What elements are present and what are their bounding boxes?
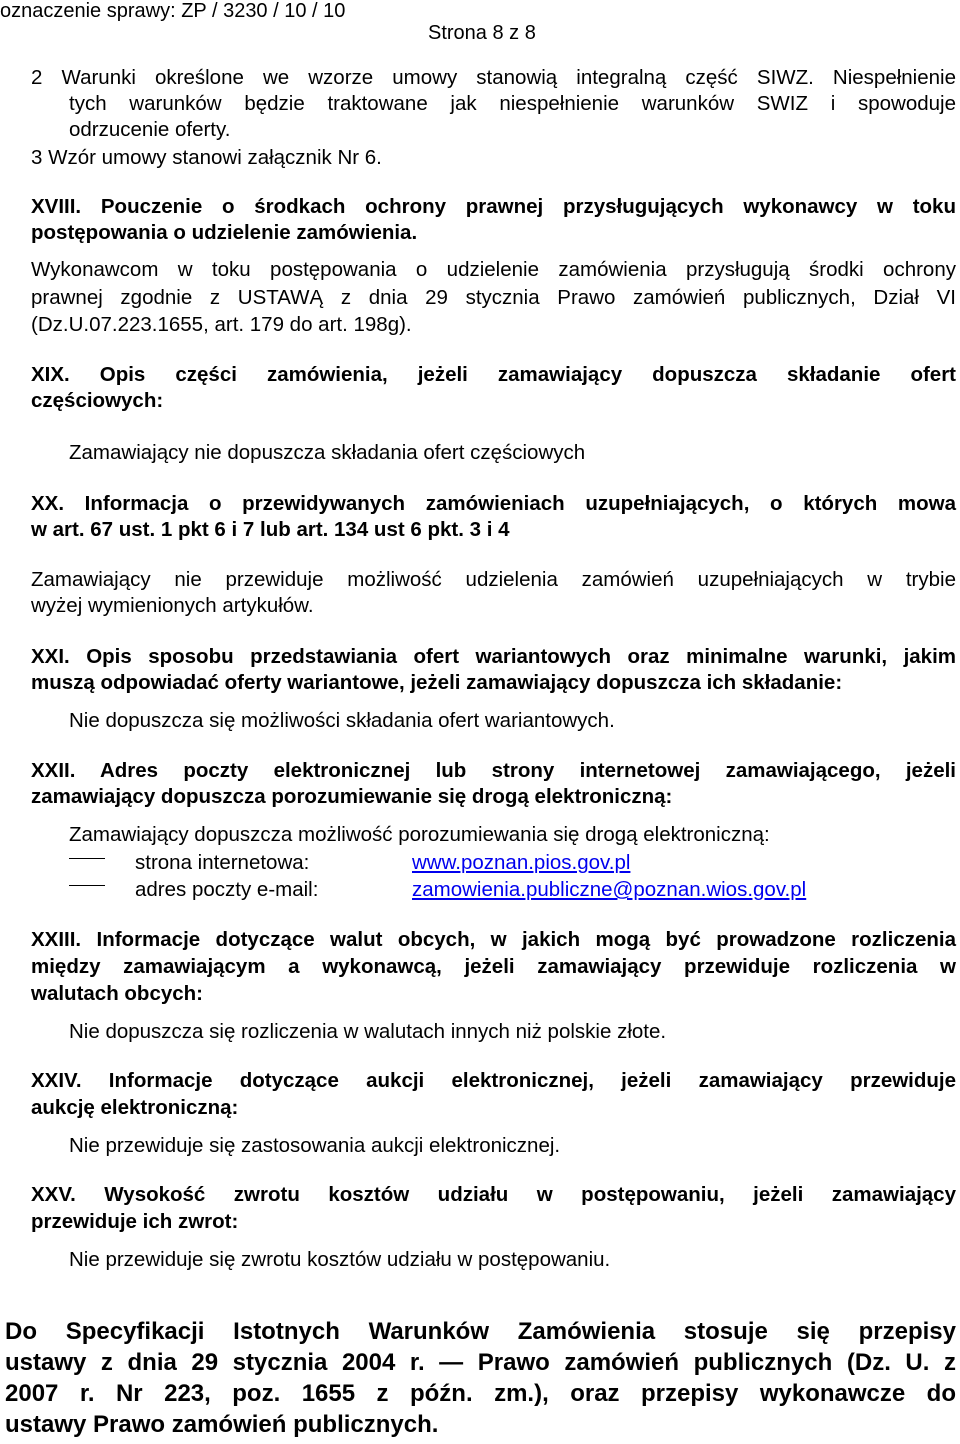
section-xx-body-line-1: Zamawiający nie przewiduje możliwość udzielenia zamówień uzupełniających w trybie: [31, 568, 956, 591]
section-xx-body-line-2: wyżej wymienionych artykułów.: [31, 594, 314, 617]
email-link[interactable]: zamowienia.publiczne@poznan.wios.gov.pl: [412, 878, 807, 901]
website-row: [69, 850, 105, 876]
closing-line-1: Do Specyfikacji Istotnych Warunków Zamówienia stosuje się przepisy: [5, 1318, 956, 1345]
section-xxv-body: Nie przewiduje się zwrotu kosztów udziału w postępowaniu.: [69, 1248, 611, 1271]
section-xxi-body: Nie dopuszcza się możliwości składania ofert wariantowych.: [69, 709, 615, 732]
section-xxiv-body: Nie przewiduje się zastosowania aukcji elektronicznej.: [69, 1134, 561, 1157]
item-2-line-1: 2 Warunki określone we wzorze umowy stanowią integralną część SIWZ. Niespełnienie: [31, 66, 956, 89]
section-xviii-body-line-3: (Dz.U.07.223.1655, art. 179 do art. 198g).: [31, 313, 412, 336]
section-xxi-heading-line-2: muszą odpowiadać oferty wariantowe, jeżeli zamawiający dopuszcza ich składanie:: [31, 671, 843, 694]
section-xxv-heading-line-2: przewiduje ich zwrot:: [31, 1210, 239, 1233]
section-xviii-body-line-2: prawnej zgodnie z USTAWĄ z dnia 29 stycznia Prawo zamówień publicznych, Dział VI: [31, 286, 956, 309]
section-xxv-heading-line-1: XXV. Wysokość zwrotu kosztów udziału w postępowaniu, jeżeli zamawiający: [31, 1183, 956, 1206]
case-reference: oznaczenie sprawy: ZP / 3230 / 10 / 10: [0, 0, 346, 22]
section-xviii-heading-line-1: XVIII. Pouczenie o środkach ochrony prawnej przysługujących wykonawcy w toku: [31, 195, 956, 218]
item-3: 3 Wzór umowy stanowi załącznik Nr 6.: [31, 146, 382, 169]
section-xxiii-heading-line-1: XXIII. Informacje dotyczące walut obcych, w jakich mogą być prowadzone rozliczenia: [31, 928, 956, 951]
section-xxiv-heading-line-1: XXIV. Informacje dotyczące aukcji elektronicznej, jeżeli zamawiający przewiduje: [31, 1069, 956, 1092]
section-xxiii-heading-line-3: walutach obcych:: [31, 982, 204, 1005]
section-xxii-body: Zamawiający dopuszcza możliwość porozumiewania się drogą elektroniczną:: [69, 823, 770, 846]
item-2-line-2: tych warunków będzie traktowane jak niespełnienie warunków SWIZ i spowoduje: [69, 92, 956, 115]
section-xviii-body-line-1: Wykonawcom w toku postępowania o udzielenie zamówienia przysługują środki ochrony: [31, 258, 956, 281]
section-xviii-heading-line-2: postępowania o udzielenie zamówienia.: [31, 221, 418, 244]
dash-bullet: [69, 858, 105, 859]
closing-line-3: 2007 r. Nr 223, poz. 1655 z późn. zm.), oraz przepisy wykonawcze do: [5, 1380, 956, 1407]
website-label: strona internetowa:: [135, 851, 310, 874]
section-xxii-heading-line-1: XXII. Adres poczty elektronicznej lub strony internetowej zamawiającego, jeżeli: [31, 759, 956, 782]
section-xix-heading-line-2: częściowych:: [31, 389, 164, 412]
section-xxi-heading-line-1: XXI. Opis sposobu przedstawiania ofert wariantowych oraz minimalne warunki, jakim: [31, 645, 956, 668]
email-row: [69, 877, 105, 903]
section-xx-heading-line-1: XX. Informacja o przewidywanych zamówieniach uzupełniających, o których mowa: [31, 492, 956, 515]
dash-bullet: [69, 885, 105, 886]
email-label: adres poczty e-mail:: [135, 878, 319, 901]
section-xxiii-body: Nie dopuszcza się rozliczenia w walutach innych niż polskie złote.: [69, 1020, 667, 1043]
page-number: Strona 8 z 8: [428, 22, 536, 44]
closing-line-2: ustawy z dnia 29 stycznia 2004 r. — Prawo zamówień publicznych (Dz. U. z: [5, 1349, 956, 1376]
closing-line-4: ustawy Prawo zamówień publicznych.: [5, 1411, 439, 1438]
section-xix-body: Zamawiający nie dopuszcza składania ofert częściowych: [69, 441, 586, 464]
section-xxiv-heading-line-2: aukcję elektroniczną:: [31, 1096, 239, 1119]
section-xix-heading-line-1: XIX. Opis części zamówienia, jeżeli zamawiający dopuszcza składanie ofert: [31, 363, 956, 386]
item-2-line-3: odrzucenie oferty.: [69, 118, 231, 141]
section-xx-heading-line-2: w art. 67 ust. 1 pkt 6 i 7 lub art. 134 ust 6 pkt. 3 i 4: [31, 518, 510, 541]
section-xxiii-heading-line-2: między zamawiającym a wykonawcą, jeżeli zamawiający przewiduje rozliczenia w: [31, 955, 956, 978]
section-xxii-heading-line-2: zamawiający dopuszcza porozumiewanie się drogą elektroniczną:: [31, 785, 673, 808]
website-link[interactable]: www.poznan.pios.gov.pl: [412, 851, 631, 874]
